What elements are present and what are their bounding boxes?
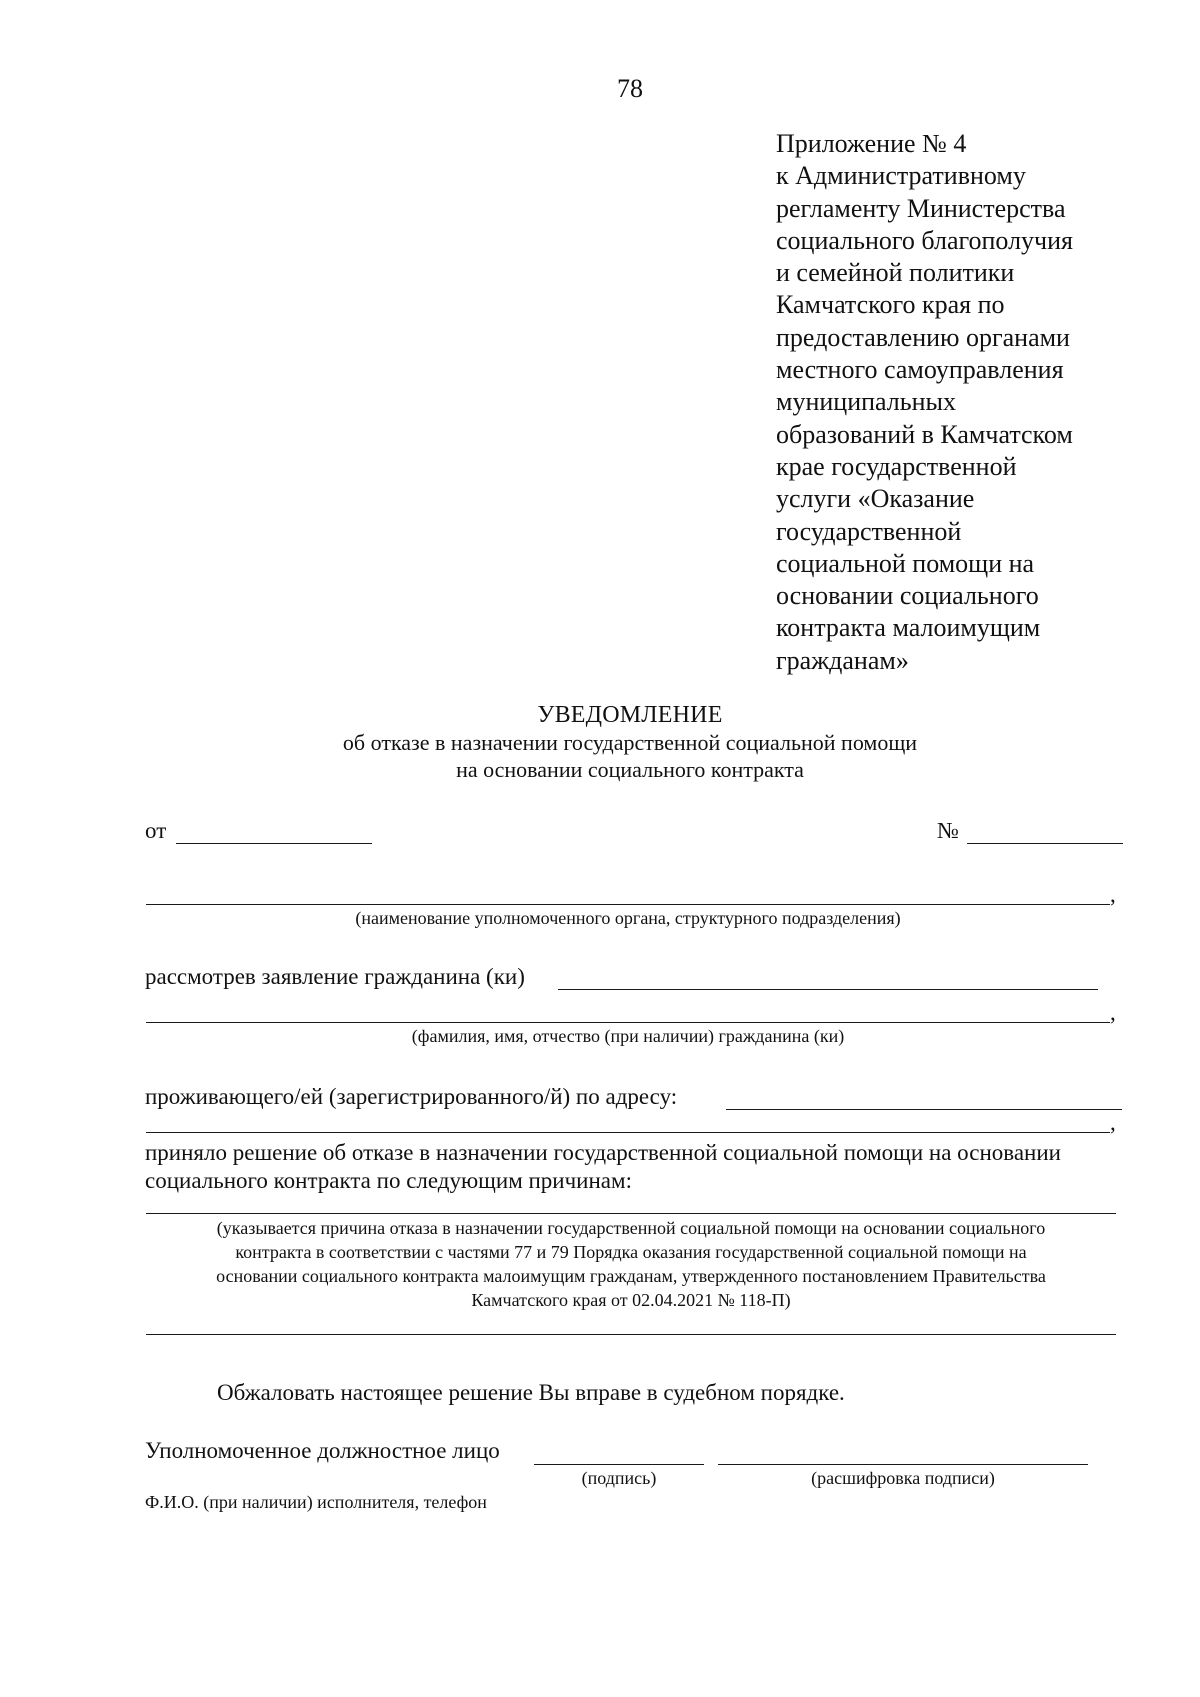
page-number: 78 [617, 74, 643, 103]
applicant-field-line[interactable] [558, 989, 1098, 990]
notice-subtitle-line1: об отказе в назначении государственной социальной помощи [342, 730, 918, 755]
comma: , [1110, 882, 1116, 907]
date-field-line[interactable] [176, 843, 372, 844]
address-field-line-2[interactable] [146, 1132, 1110, 1133]
appendix-line: местного самоуправления [776, 355, 1064, 385]
authority-field-line[interactable] [146, 904, 1110, 905]
reason-hint-line: основании социального контракта малоимущим гражданам, утвержденного постановлением Правительства [216, 1266, 1046, 1286]
appendix-line: к Административному [776, 161, 1026, 191]
number-field-line[interactable] [967, 843, 1123, 844]
appendix-line: регламенту Министерства [776, 193, 1066, 223]
appendix-line: гражданам» [776, 645, 909, 675]
reason-field-line[interactable] [146, 1213, 1116, 1214]
reason-hint [146, 1216, 1116, 1312]
signature-decode-hint: (расшифровка подписи) [811, 1468, 995, 1488]
appendix-line: социальной помощи на [776, 548, 1035, 578]
appendix-line: услуги «Оказание [776, 484, 975, 514]
reason-hint-line: Камчатского края от 02.04.2021 № 118-П) [471, 1290, 791, 1310]
appendix-line: Камчатского края по [776, 290, 1005, 320]
appendix-line: и семейной политики [776, 258, 1015, 288]
signature-field-line[interactable] [534, 1464, 704, 1465]
appendix-line: государственной [776, 516, 962, 546]
considered-label: рассмотрев заявление гражданина (ки) [145, 964, 525, 989]
address-field-line[interactable] [726, 1109, 1122, 1110]
appendix-block [776, 128, 1073, 677]
appendix-line: Приложение № 4 [776, 129, 967, 158]
appendix-line: предоставлению органами [776, 322, 1070, 352]
number-label: № [937, 818, 959, 843]
comma: , [1110, 1110, 1116, 1135]
reason-hint-line: контракта в соответствии с частями 77 и 79 Порядка оказания государственной социальной помощи на [235, 1242, 1027, 1262]
comma: , [1110, 1000, 1116, 1025]
fio-hint: (фамилия, имя, отчество (при наличии) гражданина (ки) [411, 1026, 845, 1046]
decision-text-line2: социального контракта по следующим причинам: [145, 1168, 632, 1193]
appendix-line: образований в Камчатском [776, 419, 1073, 449]
notice-title: УВЕДОМЛЕНИЕ [537, 702, 723, 728]
appendix-line: социального благополучия [776, 225, 1074, 255]
appendix-line: контракта малоимущим [776, 613, 1041, 643]
appendix-line: муниципальных [776, 387, 957, 417]
official-label: Уполномоченное должностное лицо [145, 1438, 500, 1463]
executor-label: Ф.И.О. (при наличии) исполнителя, телефон [145, 1492, 487, 1512]
authority-hint: (наименование уполномоченного органа, структурного подразделения) [355, 908, 901, 928]
reason-hint-line: (указывается причина отказа в назначении государственной социальной помощи на основании социального [216, 1218, 1046, 1238]
signature-decode-field-line[interactable] [718, 1464, 1088, 1465]
applicant-field-line-2[interactable] [146, 1022, 1110, 1023]
appeal-text: Обжаловать настоящее решение Вы вправе в судебном порядке. [217, 1380, 845, 1405]
notice-subtitle-line2: на основании социального контракта [456, 757, 804, 782]
decision-text-line1: приняло решение об отказе в назначении государственной социальной помощи на основании [145, 1140, 1061, 1165]
from-label: от [145, 818, 167, 843]
appendix-line: основании социального [776, 581, 1039, 611]
signature-hint: (подпись) [581, 1468, 657, 1488]
appendix-line: крае государственной [776, 451, 1017, 481]
reason-field-line-2[interactable] [146, 1334, 1116, 1335]
residing-label: проживающего/ей (зарегистрированного/й) по адресу: [145, 1084, 678, 1109]
